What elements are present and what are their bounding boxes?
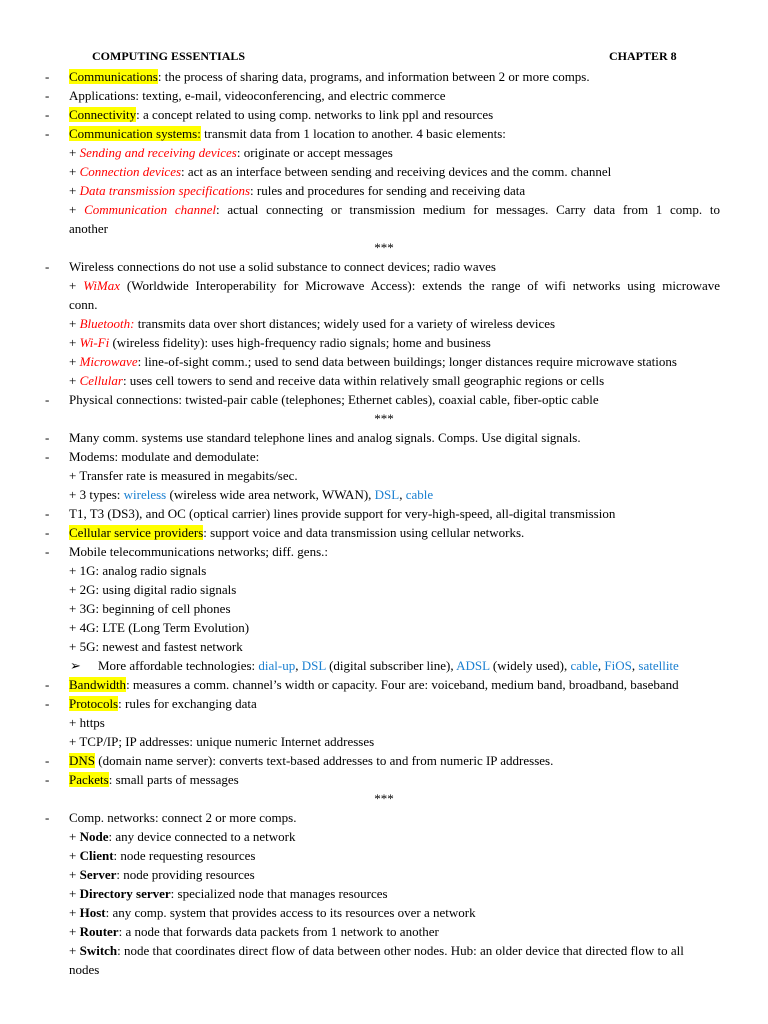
text-segment: : node that coordinates direct flow of data between other nodes. Hub: an older device that directed flow to all [117,943,684,958]
text-segment: transmits data over short distances; widely used for a variety of wireless devices [134,316,556,331]
dash-bullet: - [45,544,50,559]
text-segment: , [597,658,605,673]
note-line [0,162,768,181]
text-segment: + [69,373,80,388]
line-text [69,314,555,333]
dash-bullet: - [45,107,50,122]
dash-bullet: - [45,525,50,540]
section-separator [0,789,768,808]
line-text [69,694,257,713]
red-italic-term: Data transmission specifications [79,183,251,198]
highlighted-term: Communications [69,69,158,84]
text-segment: : support voice and data transmission using cellular networks. [203,525,525,540]
text-segment: (wireless fidelity): uses high-frequency radio signals; home and business [109,335,491,350]
note-line [0,371,768,390]
line-text [69,143,393,162]
line-text [69,105,493,124]
note-line [0,542,768,561]
highlighted-term: Protocols [69,696,119,711]
line-text [69,523,524,542]
blue-term: cable [570,658,598,673]
note-line [0,295,768,314]
chapter-label: CHAPTER 8 [609,49,677,63]
line-text [0,238,768,257]
line-text [69,922,439,941]
text-segment: + 2G: using digital radio signals [69,582,237,597]
line-text [69,675,679,694]
highlighted-term: Communication systems: [69,126,201,141]
text-segment: + 3G: beginning of cell phones [69,601,231,616]
note-line [0,124,768,143]
page-header [0,49,768,67]
text-segment: T1, T3 (DS3), and OC (optical carrier) lines provide support for very-high-speed, all-digital transmission [69,506,616,521]
blue-term: ADSL [456,658,490,673]
line-text [69,371,604,390]
note-line [0,846,768,865]
text-segment: + [69,848,80,863]
red-italic-term: Cellular [79,373,123,388]
note-line [0,960,768,979]
dash-bullet: - [45,449,50,464]
text-segment: + [69,164,80,179]
text-segment: + [69,183,80,198]
line-text [69,276,720,295]
line-text [69,428,581,447]
line-text [69,466,298,485]
text-segment: + 5G: newest and fastest network [69,639,243,654]
term-bold: Client [79,848,114,863]
text-segment: + [69,278,84,293]
blue-term: DSL [301,658,326,673]
text-segment: + [69,316,80,331]
line-text [69,599,231,618]
text-segment: (widely used), [489,658,571,673]
line-text [69,827,295,846]
line-text [69,295,98,314]
red-italic-term: WiMax [83,278,121,293]
text-segment: (domain name server): converts text-based addresses to and from numeric IP addresses. [95,753,554,768]
line-text [69,618,249,637]
arrow-bullet-icon: ➢ [70,658,81,673]
line-text [69,580,236,599]
text-segment: : line-of-sight comm.; used to send data between buildings; longer distances require microwave stations [137,354,677,369]
text-segment: + [69,354,80,369]
text-segment: : act as an interface between sending and receiving devices and the comm. channel [181,164,612,179]
text-segment: + [69,905,80,920]
dash-bullet: - [45,810,50,825]
text-segment: : node providing resources [116,867,255,882]
note-line [0,428,768,447]
text-segment: : measures a comm. channel’s width or capacity. Four are: voiceband, medium band, broadband, baseband [126,677,679,692]
dash-bullet: - [45,69,50,84]
dash-bullet: - [45,259,50,274]
line-text [69,67,590,86]
dash-bullet: - [45,753,50,768]
note-line [0,713,768,732]
note-line [0,352,768,371]
text-segment: + TCP/IP; IP addresses: unique numeric Internet addresses [69,734,375,749]
red-italic-term: Connection devices [79,164,182,179]
text-segment: (digital subscriber line), [325,658,457,673]
text-segment: Many comm. systems use standard telephone lines and analog signals. Comps. Use digital signals. [69,430,581,445]
text-segment: More affordable technologies: [98,658,259,673]
line-text [0,789,768,808]
highlighted-term: DNS [69,753,96,768]
text-segment: , [295,658,302,673]
term-bold: Router [79,924,119,939]
note-line [0,637,768,656]
note-line [0,694,768,713]
text-segment: : actual connecting or transmission medium for messages. Carry data from 1 comp. to [216,202,720,217]
note-line [0,922,768,941]
text-segment: : the process of sharing data, programs, and information between 2 or more comps. [157,69,590,84]
text-segment: : specialized node that manages resources [170,886,388,901]
highlighted-term: Cellular service providers [69,525,204,540]
note-line [0,466,768,485]
highlighted-term: Bandwidth [69,677,127,692]
term-bold: Node [79,829,109,844]
dash-bullet: - [45,677,50,692]
line-text [69,390,599,409]
notes-body [0,67,768,979]
blue-term: wireless [123,487,167,502]
section-separator [0,238,768,257]
note-line [0,903,768,922]
text-segment: + [69,335,80,350]
text-segment: : a node that forwards data packets from 1 network to another [118,924,439,939]
text-segment: : small parts of messages [108,772,239,787]
line-text [69,162,611,181]
text-segment: Applications: texting, e-mail, videoconferencing, and electric commerce [69,88,446,103]
text-segment: + [69,924,80,939]
text-segment: Physical connections: twisted-pair cable (telephones; Ethernet cables), coaxial cable, fiber-optic cable [69,392,599,407]
line-text [69,219,108,238]
red-italic-term: Bluetooth: [79,316,135,331]
note-line [0,143,768,162]
note-line [0,67,768,86]
note-line [0,447,768,466]
line-text [69,637,243,656]
dash-bullet: - [45,88,50,103]
line-text [69,504,615,523]
text-segment: + [69,886,80,901]
dash-bullet: - [45,696,50,711]
note-line [0,200,768,219]
red-italic-term: Sending and receiving devices [79,145,237,160]
line-text [69,86,446,105]
line-text [69,732,374,751]
note-line [0,504,768,523]
line-text [69,200,720,219]
note-line [0,257,768,276]
note-line [0,827,768,846]
line-text [69,960,99,979]
dash-bullet: - [45,126,50,141]
line-text [69,181,525,200]
term-bold: Directory server [79,886,171,901]
term-bold: Switch [79,943,118,958]
line-text [69,751,553,770]
text-segment: + https [69,715,105,730]
line-text [69,257,496,276]
section-separator [0,409,768,428]
term-bold: Server [79,867,117,882]
line-text [69,124,506,143]
text-segment: *** [374,411,394,426]
term-bold: Host [79,905,106,920]
text-segment: , [399,487,406,502]
note-line [0,675,768,694]
note-line [0,808,768,827]
text-segment: conn. [69,297,98,312]
note-line [0,599,768,618]
text-segment: + 4G: LTE (Long Term Evolution) [69,620,250,635]
blue-term: cable [405,487,434,502]
note-line [0,884,768,903]
note-line [0,219,768,238]
text-segment: + [69,829,80,844]
text-segment: : any device connected to a network [108,829,296,844]
note-line [0,390,768,409]
note-line [0,314,768,333]
text-segment: + [69,202,85,217]
line-text [69,884,388,903]
note-line [0,865,768,884]
line-text [0,409,768,428]
line-text [98,656,679,675]
text-segment: : originate or accept messages [236,145,393,160]
note-line [0,523,768,542]
text-segment: *** [374,791,394,806]
text-segment: (wireless wide area network, WWAN), [166,487,375,502]
text-segment: Modems: modulate and demodulate: [69,449,260,464]
note-line [0,770,768,789]
text-segment: : rules for exchanging data [118,696,257,711]
red-italic-term: Communication channel [84,202,216,217]
text-segment: : a concept related to using comp. networks to link ppl and resources [136,107,494,122]
text-segment: transmit data from 1 location to another. 4 basic elements: [200,126,506,141]
note-line [0,561,768,580]
line-text [69,561,206,580]
text-segment: nodes [69,962,100,977]
red-italic-term: Wi-Fi [79,335,110,350]
text-segment: + 3 types: [69,487,124,502]
text-segment: Comp. networks: connect 2 or more comps. [69,810,297,825]
blue-term: satellite [638,658,679,673]
line-text [69,485,433,504]
line-text [69,352,677,371]
text-segment: : node requesting resources [113,848,256,863]
dash-bullet: - [45,506,50,521]
note-line [0,751,768,770]
line-text [69,542,328,561]
note-line [0,181,768,200]
note-line [0,86,768,105]
line-text [69,447,259,466]
note-line [0,485,768,504]
blue-term: DSL [374,487,400,502]
note-line [0,618,768,637]
line-text [69,770,239,789]
red-italic-term: Microwave [79,354,138,369]
text-segment: + 1G: analog radio signals [69,563,207,578]
text-segment: Mobile telecommunications networks; diff. gens.: [69,544,328,559]
blue-term: dial-up [258,658,296,673]
dash-bullet: - [45,772,50,787]
note-line [0,333,768,352]
text-segment: another [69,221,108,236]
line-text [69,333,491,352]
text-segment: , [631,658,639,673]
note-line [0,580,768,599]
line-text [69,903,476,922]
text-segment: Wireless connections do not use a solid substance to connect devices; radio waves [69,259,496,274]
line-text [69,941,684,960]
note-line [0,105,768,124]
text-segment: + [69,943,80,958]
note-line [0,732,768,751]
text-segment: + [69,867,80,882]
note-line [0,276,768,295]
note-line [0,656,768,675]
line-text [69,808,296,827]
line-text [69,846,255,865]
highlighted-term: Connectivity [69,107,137,122]
dash-bullet: - [45,430,50,445]
text-segment: : rules and procedures for sending and receiving data [250,183,526,198]
note-line [0,941,768,960]
text-segment: : uses cell towers to send and receive data within relatively small geographic regions or cells [122,373,605,388]
line-text [69,865,255,884]
course-title: COMPUTING ESSENTIALS [92,49,246,63]
blue-term: FiOS [604,658,632,673]
line-text [69,713,105,732]
text-segment: + [69,145,80,160]
text-segment: + Transfer rate is measured in megabits/sec. [69,468,298,483]
text-segment: (Worldwide Interoperability for Microwave Access): extends the range of wifi networks using microwave [120,278,720,293]
highlighted-term: Packets [69,772,109,787]
text-segment: *** [374,240,394,255]
text-segment: : any comp. system that provides access to its resources over a network [105,905,476,920]
dash-bullet: - [45,392,50,407]
